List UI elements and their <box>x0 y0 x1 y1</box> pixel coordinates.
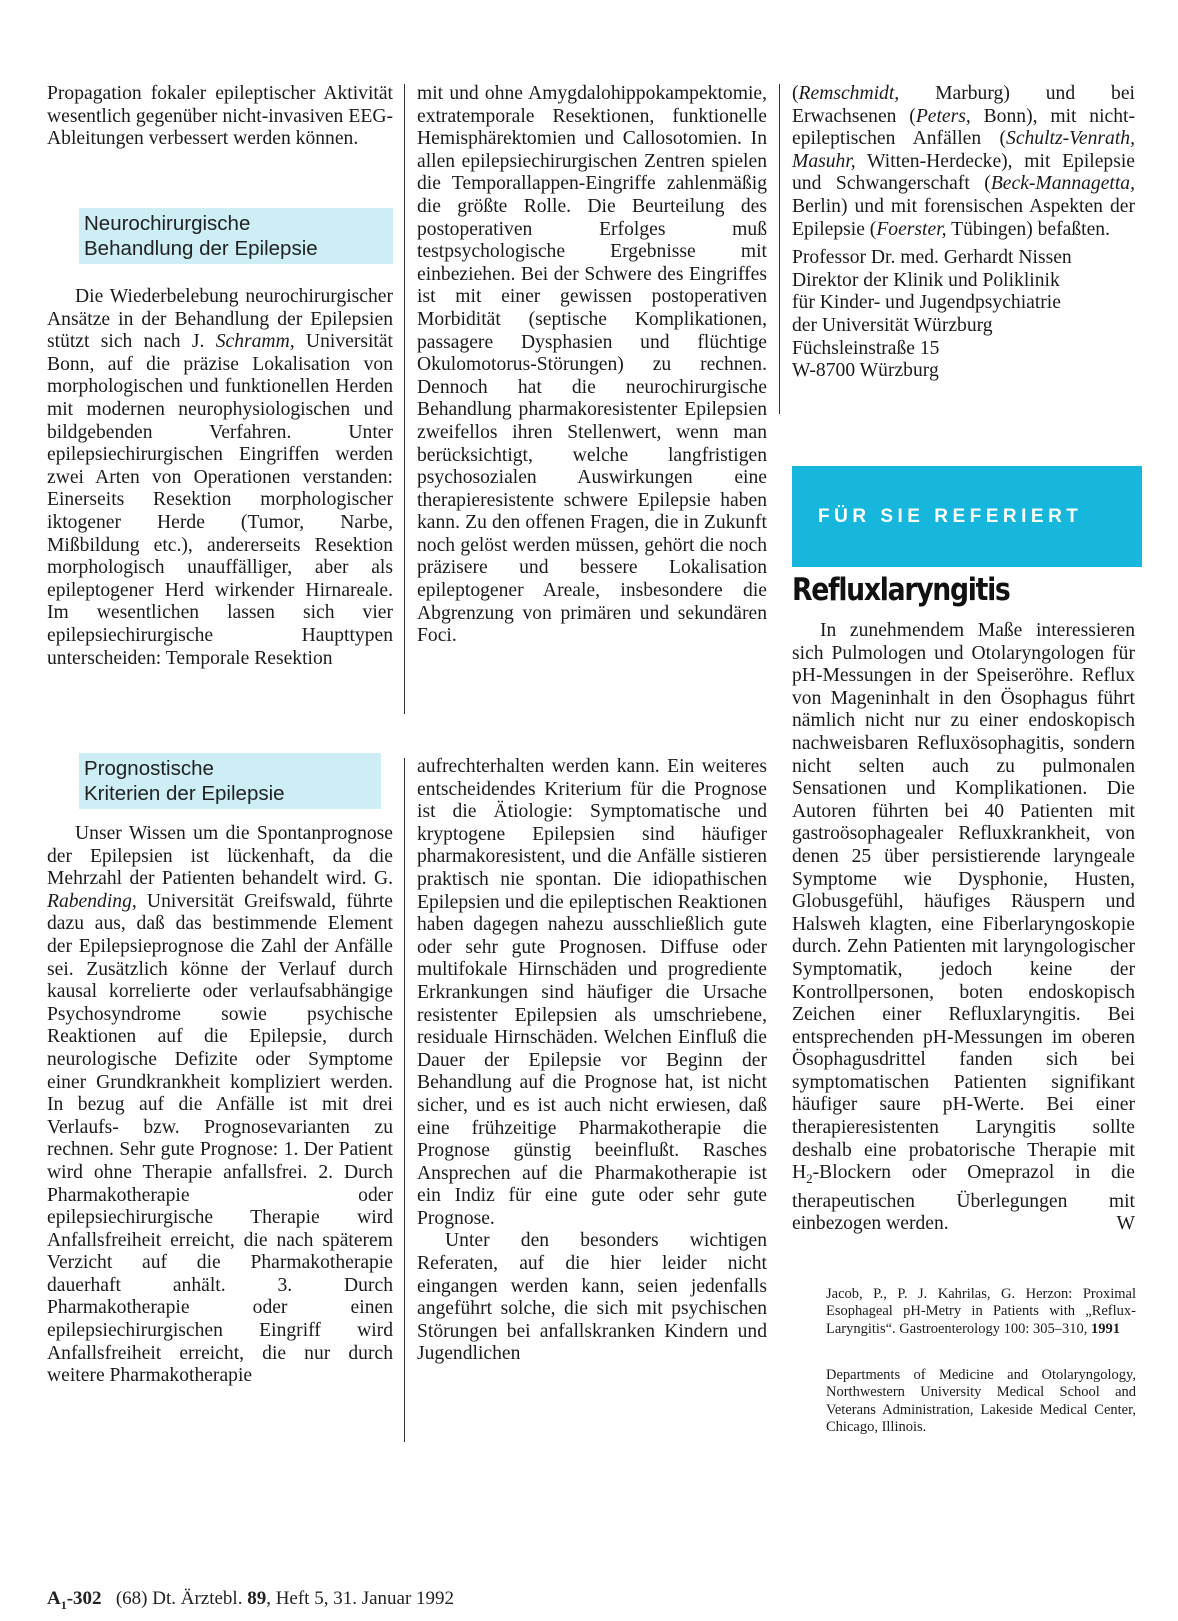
heading-prognostische <box>79 753 381 809</box>
col1-intro-text: Propagation fokaler epileptischer Aktivität wesentlich gegenüber nicht-invasiven EEG-Ableitungen verbessert werden können. <box>47 83 393 150</box>
heading1-line1: Neurochirurgische <box>84 212 251 235</box>
text-run: Bonn), mit nicht-epileptischen Anfällen ( <box>792 105 1135 150</box>
page-footer <box>47 1588 454 1613</box>
author-name: Schultz-Venrath, Masuhr, <box>792 128 1135 172</box>
col2-bottom <box>417 756 767 1366</box>
col2-paragraph2: aufrechterhalten werden kann. Ein weiteres entscheidendes Kriterium für die Prognose ist die Ätiologie: Symptomatische und kryptogene Epilepsien sind häufiger pharmakoresistent, und die Anfälle sistieren praktisch nie spontan. Die idiopathischen Epilepsien und die epileptischen Reaktionen haben dagegen nahezu ausschließlich gute oder sehr gute Prognosen. Diffuse oder multifokale Hirnschäden und progrediente Erkrankungen sind häufiger die Ursache resistenter Epilepsien als umschriebene, residuale Hirnschäden. Welchen Einfluß die Dauer der Epilepsie vor Beginn der Behandlung auf die Prognose hat, ist nicht sicher, und es ist auch nicht erwiesen, daß eine frühzeitige Pharmakotherapie die Prognose günstig beeinflußt. Rasches Ansprechen auf die Pharmakotherapie ist ein Indiz für eine gute oder sehr gute Prognose. <box>417 756 767 1229</box>
text-run: Jacob, P., P. J. Kahrilas, G. Herzon: Proximal Esophageal pH-Metry in Patients with „Reflux-Laryngitis“. Gastroenterology 100: 305–310, <box>826 1286 1136 1337</box>
address-line: Füchsleinstraße 15 <box>792 337 940 359</box>
col1-section2 <box>47 823 393 1388</box>
column-rule <box>779 84 780 414</box>
col3-paragraph1 <box>792 83 1135 241</box>
col2-top <box>417 83 767 648</box>
issue-date: , Heft 5, 31. Januar 1992 <box>266 1588 455 1609</box>
text-run: Universität Greifswald, führte dazu aus, daß das bestimmende Element der Epilepsieprognose die Zahl der Anfälle sei. Zusätzlich könne der Verlauf durch kausal korrelierte oder verlaufsabhängige Psychosyndrome sowie psychische Reaktionen auf die Epilepsie, durch neurologische Defizite oder Symptome einer Grundkrankheit kompliziert werden. In bezug auf die Anfälle ist mit drei Verlaufs- bzw. Prognosevarianten zu rechnen. Sehr gute Prognose: 1. Der Patient wird ohne Therapie anfallsfrei. 2. Durch Pharmakotherapie oder epilepsiechirurgische Therapie wird Anfallsfreiheit erreicht, die nach späterem Verzicht auf die Pharmakotherapie dauerhaft anhält. 3. Durch Pharmakotherapie oder einen epilepsiechirurgischen Eingriff wird Anfallsfreiheit erreicht, die nur durch weitere Pharmakotherapie <box>47 890 393 1387</box>
text-run: Tübingen) befaßten. <box>946 218 1110 240</box>
text-run: Unser Wissen um die Spontanprognose der Epilepsien ist lückenhaft, da die Mehrzahl der Patienten behandelt wird. G. <box>47 823 393 890</box>
col1-intro <box>47 83 393 151</box>
section-banner <box>792 466 1142 567</box>
page-letter: A <box>47 1588 61 1609</box>
text-run: Die Wiederbelebung neurochirurgischer Ansätze in der Behandlung der Epilepsien stützt sich nach J. <box>47 286 393 353</box>
author-name: Foerster, <box>876 218 947 240</box>
author-name: Rabending, <box>47 890 137 912</box>
text-run: ( <box>792 83 799 104</box>
page-number: -302 <box>66 1588 102 1609</box>
col1-section1 <box>47 286 393 670</box>
address-line: Professor Dr. med. Gerhardt Nissen <box>792 247 1072 269</box>
text-run: Berlin) und mit forensischen Aspekten der Epilepsie ( <box>792 195 1135 240</box>
col3-article <box>792 620 1135 1236</box>
article-body <box>792 620 1135 1236</box>
author-name: Beck-Mannagetta, <box>990 173 1135 195</box>
article-title: Refluxlaryngitis <box>792 572 1010 608</box>
text-run: Witten-Herdecke), mit Epilepsie und Schwangerschaft ( <box>792 150 1135 195</box>
page-subscript: 1 <box>60 1597 67 1612</box>
column-rule <box>404 84 405 714</box>
text-run: -Blockern oder Omeprazol in die therapeutischen Überlegungen mit einbezogen werden. <box>792 1162 1135 1235</box>
author-name: Remschmidt, <box>798 83 900 104</box>
text-run: In zunehmendem Maße interessieren sich Pulmologen und Otolaryngologen für pH-Messungen in der Speiseröhre. Reflux von Mageninhalt in den Ösophagus führt nämlich nicht nur zu einer endoskopisch nachweisbaren Refluxösophagitis, sondern nicht selten auch zu pulmonalen Sensationen und Komplikationen. Die Autoren führten bei 40 Patienten mit gastroösophagealer Refluxkrankheit, von denen 25 über persistierende laryngeale Symptome wie Dysphonie, Husten, Globusgefühl, häufiges Räuspern und Halsweh klagten, eine Fiberlaryngoskopie durch. Zehn Patienten mit laryngologischer Symptomatik, jedoch keine der Kontrollpersonen, boten endoskopisch Zeichen einer Refluxlaryngitis. Bei entsprechenden pH-Messungen im oberen Ösophagusdrittel fanden sich bei symptomatischen Patienten signifikant häufiger saure pH-Werte. Bei einer therapieresistenten Laryngitis sollte deshalb eine probatorische Therapie mit H <box>792 620 1135 1184</box>
col3-top <box>792 83 1135 383</box>
address-line: der Universität Würzburg <box>792 314 993 336</box>
address-line: W-8700 Würzburg <box>792 360 939 382</box>
journal-name: (68) Dt. Ärztebl. <box>115 1588 248 1609</box>
address-line: für Kinder- und Jugendpsychiatrie <box>792 292 1061 314</box>
heading2-line1: Prognostische <box>84 757 214 780</box>
column-rule <box>404 758 405 1442</box>
text-run: Marburg) und bei Erwachsenen ( <box>792 83 1135 127</box>
heading2-line2: Kriterien der Epilepsie <box>84 782 285 805</box>
col2-paragraph3: Unter den besonders wichtigen Referaten, auf die hier leider nicht eingangen werden kann, seien jedenfalls angeführt solche, die sich mit psychischen Störungen bei anfallskranken Kindern und Jugendlichen <box>417 1230 767 1365</box>
author-initial: W <box>1116 1213 1135 1235</box>
subscript: 2 <box>806 1171 813 1187</box>
author-name: Schramm, <box>215 331 295 353</box>
heading1-line2: Behandlung der Epilepsie <box>84 237 318 260</box>
volume-number: 89 <box>247 1588 267 1609</box>
heading-neurochirurgische <box>79 208 393 264</box>
banner-label: FÜR SIE REFERIERT <box>818 506 1083 527</box>
col1-paragraph2 <box>47 823 393 1388</box>
author-affiliation: Departments of Medicine and Otolaryngology, Northwestern University Medical School and Veterans Administration, Lakeside Medical Center, Chicago, Illinois. <box>826 1367 1136 1436</box>
col1-paragraph1 <box>47 286 393 670</box>
col2-paragraph1: mit und ohne Amygdalohippokampektomie, extratemporale Resektionen, funktionelle Hemisphärektomien und Callosotomien. In allen epilepsiechirurgischen Zentren spielen die Temporallappen-Eingriffe zahlenmäßig die größte Rolle. Die Beurteilung des postoperativen Erfolges muß testpsychologische Ergebnisse mit einbeziehen. Bei der Schwere des Eingriffes ist mit einer gewissen postoperativen Morbidität (septische Komplikationen, passagere Dysphasien und flüchtige Okulomotorus-Störungen) zu rechnen. Dennoch hat die neurochirurgische Behandlung pharmakoresistenter Epilepsien zweifellos ihren Stellenwert, wenn man berücksichtigt, welche langfristigen psychosozialen Auswirkungen eine therapieresistente schwere Epilepsie haben kann. Zu den offenen Fragen, die in Zukunft noch gelöst werden müssen, gehört die noch präzisere und bessere Lokalisation epileptogener Areale, insbesondere die Abgrenzung von primären und sekundären Foci. <box>417 83 767 647</box>
citation-year: 1991 <box>1090 1320 1120 1337</box>
author-name: Peters, <box>915 105 971 127</box>
author-address <box>792 247 1135 383</box>
text-run: Universität Bonn, auf die präzise Lokalisation von morphologischen und funktionellen Herden mit modernen neurophysiologischen und bildgebenden Verfahren. Unter epilepsiechirurgischen Eingriffen werden zwei Arten von Operationen verstanden: Einerseits Resektion morphologischer iktogener Herde (Tumor, Narbe, Mißbildung etc.), andererseits Resektion morphologisch unauffälliger, aber als epileptogener Herd wirkender Hirnareale. Im wesentlichen lassen sich vier epilepsiechirurgische Haupttypen unterscheiden: Temporale Resektion <box>47 331 393 669</box>
reference-citation <box>826 1286 1136 1338</box>
address-line: Direktor der Klinik und Poliklinik <box>792 269 1060 291</box>
